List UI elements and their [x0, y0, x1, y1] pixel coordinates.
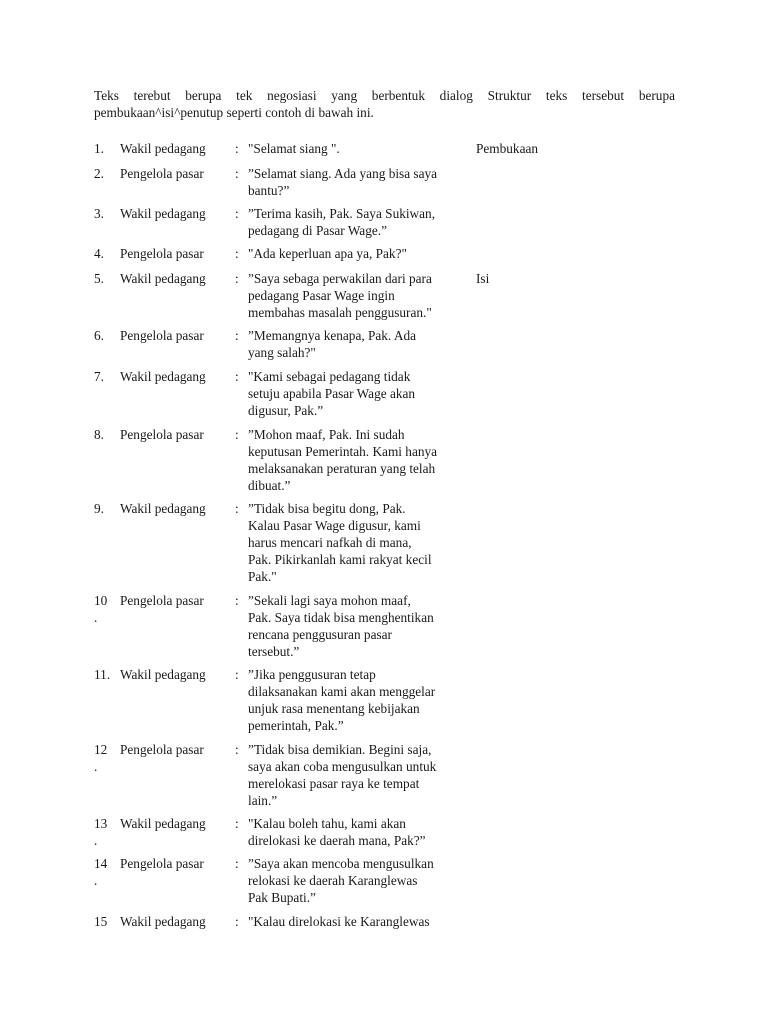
utterance-line: "Ada keperluan apa ya, Pak?": [248, 246, 407, 261]
speaker-name: Wakil pedagang: [120, 914, 206, 929]
intro-paragraph: Teks terebut berupa tek negosiasi yang berbentuk dialog Struktur teks tersebut berupa pembukaan^isi^penutup seperti contoh di bawah ini.: [94, 88, 675, 120]
speaker-name: Wakil pedagang: [120, 667, 206, 682]
utterance-line: ”Tidak bisa begitu dong, Pak.: [248, 501, 406, 516]
utterance-line: membahas masalah penggusuran.": [248, 305, 432, 320]
utterance-line: Pak.": [248, 569, 277, 584]
speaker-name: Pengelola pasar: [120, 593, 204, 608]
utterance: [248, 165, 473, 199]
utterance-line: ”Terima kasih, Pak. Saya Sukiwan,: [248, 206, 436, 221]
utterance-line: bantu?”: [248, 183, 290, 198]
utterance: [248, 592, 473, 660]
speaker-name: Wakil pedagang: [120, 271, 206, 286]
speaker-name: Pengelola pasar: [120, 427, 204, 442]
row-number: 2.: [94, 166, 104, 181]
row-number: 1.: [94, 141, 104, 156]
utterance-line: rencana penggusuran pasar: [248, 627, 392, 642]
utterance-line: digusur, Pak.”: [248, 403, 324, 418]
speaker-name: Pengelola pasar: [120, 856, 204, 871]
utterance-line: Kalau Pasar Wage digusur, kami: [248, 518, 421, 533]
row-number: 8.: [94, 427, 104, 442]
utterance-line: harus mencari nafkah di mana,: [248, 535, 412, 550]
utterance-line: ”Tidak bisa demikian. Begini saja,: [248, 742, 432, 757]
colon-separator: :: [235, 271, 239, 286]
utterance-line: "Selamat siang ".: [248, 141, 340, 156]
utterance-line: setuju apabila Pasar Wage akan: [248, 386, 416, 401]
utterance-line: "Kalau boleh tahu, kami akan: [248, 816, 406, 831]
row-number: 12 .: [94, 742, 108, 774]
utterance: [248, 855, 473, 906]
speaker-name: Pengelola pasar: [120, 742, 204, 757]
utterance: [248, 666, 473, 734]
row-number: 3.: [94, 206, 104, 221]
row-number: 10 .: [94, 593, 108, 625]
utterance: [248, 500, 473, 585]
utterance-line: tersebut.”: [248, 644, 300, 659]
utterance-line: saya akan coba mengusulkan untuk: [248, 759, 437, 774]
utterance-line: "Kalau direlokasi ke Karanglewas: [248, 914, 430, 929]
utterance-line: Pak. Saya tidak bisa menghentikan: [248, 610, 434, 625]
utterance: [248, 205, 473, 239]
structure-label: Isi: [476, 271, 490, 286]
row-number: 13 .: [94, 816, 108, 848]
utterance-line: ”Memangnya kenapa, Pak. Ada: [248, 328, 417, 343]
utterance-line: keputusan Pemerintah. Kami hanya: [248, 444, 438, 459]
row-number: 9.: [94, 501, 104, 516]
utterance-line: direlokasi ke daerah mana, Pak?”: [248, 833, 426, 848]
colon-separator: :: [235, 369, 239, 384]
speaker-name: Pengelola pasar: [120, 328, 204, 343]
utterance-line: Pak. Pikirkanlah kami rakyat kecil: [248, 552, 432, 567]
speaker-name: Wakil pedagang: [120, 816, 206, 831]
speaker-name: Pengelola pasar: [120, 166, 204, 181]
colon-separator: :: [235, 166, 239, 181]
utterance-line: dibuat.”: [248, 478, 291, 493]
colon-separator: :: [235, 816, 239, 831]
row-number: 7.: [94, 369, 104, 384]
row-number: 6.: [94, 328, 104, 343]
utterance: [248, 741, 473, 809]
speaker-name: Wakil pedagang: [120, 501, 206, 516]
utterance-line: ”Mohon maaf, Pak. Ini sudah: [248, 427, 405, 442]
utterance-line: melaksanakan peraturan yang telah: [248, 461, 436, 476]
utterance-line: yang salah?": [248, 345, 316, 360]
utterance: [248, 140, 473, 157]
utterance-line: ”Sekali lagi saya mohon maaf,: [248, 593, 411, 608]
utterance: [248, 270, 473, 321]
utterance: [248, 815, 473, 849]
colon-separator: :: [235, 856, 239, 871]
utterance-line: merelokasi pasar raya ke tempat: [248, 776, 420, 791]
structure-label: Pembukaan: [476, 141, 539, 156]
colon-separator: :: [235, 501, 239, 516]
colon-separator: :: [235, 593, 239, 608]
utterance-line: relokasi ke daerah Karanglewas: [248, 873, 418, 888]
row-number: 5.: [94, 271, 104, 286]
utterance-line: ”Jika penggusuran tetap: [248, 667, 376, 682]
colon-separator: :: [235, 246, 239, 261]
utterance-line: pedagang Pasar Wage ingin: [248, 288, 395, 303]
colon-separator: :: [235, 141, 239, 156]
utterance-line: "Kami sebagai pedagang tidak: [248, 369, 411, 384]
speaker-name: Pengelola pasar: [120, 246, 204, 261]
utterance-line: ”Saya sebaga perwakilan dari para: [248, 271, 432, 286]
utterance: [248, 245, 473, 262]
utterance-line: pedagang di Pasar Wage.”: [248, 223, 387, 238]
utterance-line: unjuk rasa menentang kebijakan: [248, 701, 420, 716]
colon-separator: :: [235, 742, 239, 757]
utterance-line: pemerintah, Pak.”: [248, 718, 344, 733]
row-number: 14 .: [94, 856, 108, 888]
row-number: 15: [94, 914, 108, 929]
colon-separator: :: [235, 206, 239, 221]
utterance: [248, 327, 473, 361]
colon-separator: :: [235, 914, 239, 929]
colon-separator: :: [235, 427, 239, 442]
utterance-line: dilaksanakan kami akan menggelar: [248, 684, 436, 699]
colon-separator: :: [235, 667, 239, 682]
utterance: [248, 913, 473, 930]
utterance: [248, 426, 473, 494]
utterance-line: ”Saya akan mencoba mengusulkan: [248, 856, 434, 871]
speaker-name: Wakil pedagang: [120, 369, 206, 384]
row-number: 4.: [94, 246, 104, 261]
utterance-line: lain.”: [248, 793, 278, 808]
utterance-line: Pak Bupati.”: [248, 890, 316, 905]
colon-separator: :: [235, 328, 239, 343]
speaker-name: Wakil pedagang: [120, 141, 206, 156]
speaker-name: Wakil pedagang: [120, 206, 206, 221]
row-number: 11.: [94, 667, 111, 682]
utterance: [248, 368, 473, 419]
utterance-line: ”Selamat siang. Ada yang bisa saya: [248, 166, 438, 181]
